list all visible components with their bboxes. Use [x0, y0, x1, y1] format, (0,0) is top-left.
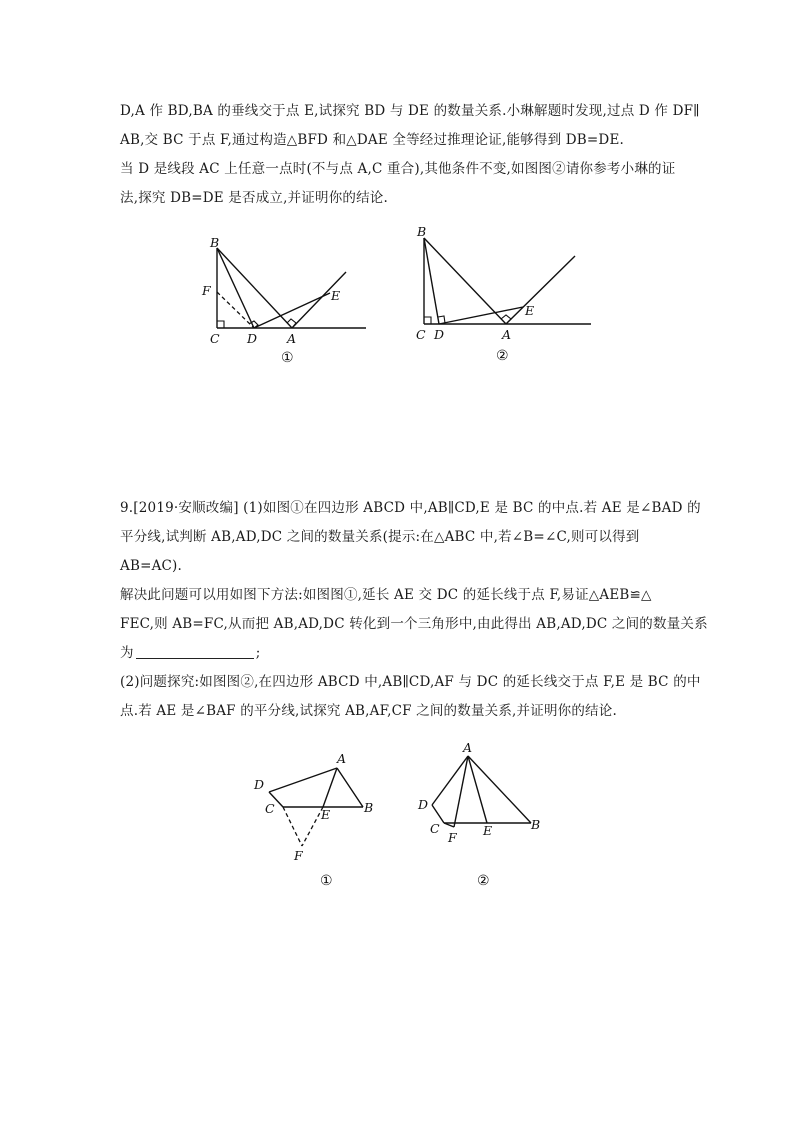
p8-figure-2	[410, 220, 610, 370]
label-e: E	[483, 823, 493, 838]
label-b: B	[364, 800, 374, 815]
label-d: D	[434, 327, 445, 342]
label-c: C	[210, 331, 220, 346]
label-b: B	[531, 817, 541, 832]
text-line: 平分线,试判断 AB,AD,DC 之间的数量关系(提示:在△ABC 中,若∠B=∠C,则可以得到	[120, 529, 640, 545]
text-line: 解决此问题可以用如图下方法:如图图①,延长 AE 交 DC 的延长线于点 F,易证△AEB≌△	[120, 587, 652, 603]
text-line: AB,交 BC 于点 F,通过构造△BFD 和△DAE 全等经过推理论证,能够得到 DB=DE.	[120, 132, 624, 148]
p9-figure-1	[250, 745, 390, 895]
segment-df-dashed	[217, 292, 254, 328]
label-b: B	[417, 224, 427, 239]
segment-bd	[217, 248, 254, 328]
text-line: FEC,则 AB=FC,从而把 AB,AD,DC 转化到一个三角形中,由此得出 AB,AD,DC 之间的数量关系	[120, 616, 708, 632]
label-c: C	[265, 801, 275, 816]
ray-ae	[506, 256, 575, 324]
label-f: F	[202, 283, 211, 298]
segment-ef-dashed	[302, 807, 323, 846]
problem-9-text	[120, 494, 708, 726]
text-line: 法,探究 DB=DE 是否成立,并证明你的结论.	[120, 190, 388, 206]
problem-8-text	[120, 97, 700, 213]
p8-figure-1	[190, 230, 380, 370]
label-a: A	[502, 327, 512, 342]
figure-caption: ②	[477, 873, 490, 889]
text-line: D,A 作 BD,BA 的垂线交于点 E,试探究 BD 与 DE 的数量关系.小琳解题时发现,过点 D 作 DF∥	[120, 103, 700, 119]
answer-prefix: 为	[120, 645, 134, 661]
figure-caption: ①	[281, 350, 294, 366]
segment-ae	[323, 768, 337, 807]
label-e: E	[321, 807, 331, 822]
label-a: A	[463, 740, 473, 755]
answer-blank[interactable]	[136, 644, 254, 659]
text-line: 当 D 是线段 AC 上任意一点时(不与点 A,C 重合),其他条件不变,如图图②请你参考小琳的证	[120, 161, 676, 177]
label-b: B	[210, 235, 220, 250]
label-f: F	[448, 830, 457, 845]
segment-cf-dashed	[283, 807, 302, 846]
label-c: C	[430, 821, 440, 836]
right-angle-mark-c	[424, 317, 431, 324]
label-a: A	[287, 331, 297, 346]
text-line: (2)问题探究:如图图②,在四边形 ABCD 中,AB∥CD,AF 与 DC 的延长线交于点 F,E 是 BC 的中	[120, 674, 701, 690]
segment-da	[269, 768, 337, 792]
label-e: E	[331, 288, 341, 303]
text-line: 点.若 AE 是∠BAF 的平分线,试探究 AB,AF,CF 之间的数量关系,并证明你的结论.	[120, 703, 617, 719]
label-e: E	[525, 303, 535, 318]
figure-caption: ①	[320, 873, 333, 889]
answer-suffix: ;	[255, 645, 261, 661]
text-line: AB=AC).	[120, 558, 183, 574]
p9-figure-2	[410, 735, 560, 895]
label-d: D	[247, 331, 258, 346]
label-a: A	[337, 751, 347, 766]
label-d: D	[254, 777, 265, 792]
label-c: C	[416, 327, 426, 342]
answer-line	[120, 639, 680, 668]
label-d: D	[418, 797, 429, 812]
figure-caption: ②	[496, 348, 509, 364]
segment-ab	[337, 768, 363, 807]
right-angle-mark-c	[217, 321, 224, 328]
segment-de	[254, 293, 330, 328]
label-f: F	[294, 848, 303, 863]
text-line: 9.[2019·安顺改编] (1)如图①在四边形 ABCD 中,AB∥CD,E 是 BC 的中点.若 AE 是∠BAD 的	[120, 500, 701, 516]
segment-de	[439, 307, 523, 324]
